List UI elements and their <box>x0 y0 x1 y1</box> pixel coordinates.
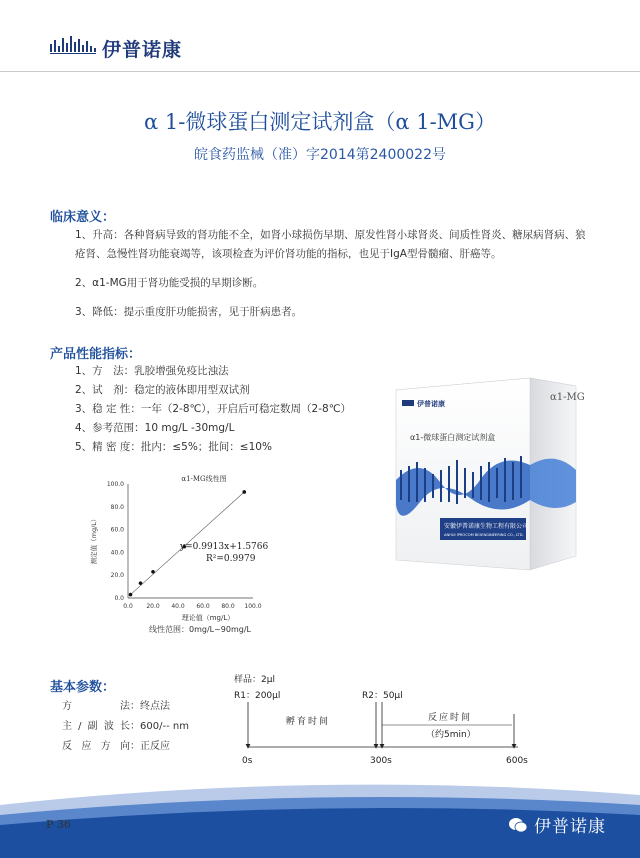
brand-name: 伊普诺康 <box>102 39 183 61</box>
chart-x-ticks <box>123 603 262 610</box>
box-logo-icon <box>402 400 414 406</box>
chart-point <box>129 593 133 597</box>
basic-section-title: 基本参数： <box>50 680 116 695</box>
performance-item: 5、精 密 度：批内：≤5%；批间：≤10% <box>75 441 272 453</box>
box-company-en: ANHUI IPROCOM BIOENGINEERING CO., LTD. <box>444 533 524 537</box>
chart-y-ticks <box>107 481 124 602</box>
time-0: 0s <box>242 756 253 766</box>
box-brand: 伊普诺康 <box>417 400 445 408</box>
chart-y-tick: 80.0 <box>110 503 124 511</box>
timeline-r2: R2：50μl <box>362 691 403 701</box>
chart-x-tick: 60.0 <box>196 603 210 610</box>
clinical-item: 1、升高：各种肾病导致的肾功能不全，如肾小球损伤早期、原发性肾小球肾炎、间质性肾炎、糖尿病肾病、狼疮肾、急慢性肾功能衰竭等，该项检查为评价肾功能的指标，也见于IgA型骨髓瘤、肝癌等。 <box>75 229 586 260</box>
header-divider <box>0 71 640 72</box>
chart-point <box>151 570 155 574</box>
chart-x-tick: 0.0 <box>123 603 133 610</box>
basic-params <box>62 697 189 757</box>
basic-row <box>62 737 189 757</box>
chart-y-label: 测定值（mg/L） <box>90 515 98 565</box>
box-product-name: α1-微球蛋白测定试剂盒 <box>410 433 496 442</box>
performance-list <box>75 362 375 457</box>
clinical-section-title: 临床意义： <box>50 210 116 225</box>
performance-item: 4、参考范围：10 mg/L -30mg/L <box>75 422 235 434</box>
reaction-timeline <box>228 668 558 778</box>
clinical-item: 2、α1-MG用于肾功能受损的早期诊断。 <box>75 277 264 289</box>
time-300: 300s <box>370 756 392 766</box>
performance-item: 3、稳 定 性：一年（2-8℃），开启后可稳定数周（2-8℃） <box>75 403 351 415</box>
chart-x-tick: 80.0 <box>221 603 235 610</box>
box-company: 安徽伊普诺康生物工程有限公司 <box>444 523 529 530</box>
wechat-icon <box>508 816 528 834</box>
chart-y-tick: 100.0 <box>106 481 124 488</box>
chart-point <box>139 581 143 585</box>
chart-r2: R²=0.9979 <box>206 554 256 564</box>
page-title: α 1-微球蛋白测定试剂盒（α 1-MG） <box>144 110 496 134</box>
basic-key: 方法 <box>62 701 130 712</box>
time-600: 600s <box>506 756 528 766</box>
chart-x-tick: 100.0 <box>244 603 262 610</box>
wechat-watermark <box>508 812 606 837</box>
basic-key: 主/副波长 <box>62 721 130 732</box>
basic-row <box>62 717 189 737</box>
incubation-label: 孵育时间 <box>286 717 331 727</box>
timeline-sample: 样品：2μl <box>234 675 275 685</box>
reaction-note: （约5min） <box>426 730 476 740</box>
chart-caption: 线性范围：0mg/L~90mg/L <box>148 625 252 634</box>
reaction-label: 反应时间 <box>428 713 473 723</box>
wechat-name: 伊普诺康 <box>534 817 606 837</box>
chart-y-tick: 40.0 <box>110 549 124 557</box>
page-number: P 36 <box>46 818 71 831</box>
product-box-image <box>380 370 585 590</box>
basic-value: ：600/-- nm <box>130 721 189 732</box>
linearity-chart <box>88 470 278 640</box>
chart-y-tick: 60.0 <box>110 526 124 534</box>
chart-x-label: 理论值（mg/L） <box>181 614 235 622</box>
chart-x-tick: 40.0 <box>171 603 185 610</box>
page-header <box>0 0 640 72</box>
clinical-item: 3、降低：提示重度肝功能损害，见于肝病患者。 <box>75 306 303 318</box>
chart-title: α1-MG线性图 <box>181 475 227 483</box>
chart-y-tick: 0.0 <box>114 595 124 602</box>
chart-equation: y=0.9913x+1.5766 <box>180 542 269 552</box>
registration-number: 皖食药监械（准）字2014第2400022号 <box>194 147 446 163</box>
basic-value: ：终点法 <box>130 701 170 712</box>
performance-section-title: 产品性能指标： <box>50 347 142 362</box>
basic-row <box>62 697 189 717</box>
logo-icon <box>50 36 98 56</box>
chart-point <box>242 490 246 494</box>
clinical-list <box>75 226 595 332</box>
chart-x-tick: 20.0 <box>146 603 160 610</box>
basic-value: ：正反应 <box>130 741 170 752</box>
chart-y-tick: 20.0 <box>110 572 124 580</box>
performance-item: 1、方 法：乳胶增强免疫比浊法 <box>75 365 229 377</box>
basic-key: 反应方向 <box>62 741 130 752</box>
box-side-text: α1-MG <box>550 392 585 403</box>
performance-item: 2、试 剂：稳定的液体即用型双试剂 <box>75 384 250 396</box>
timeline-r1: R1：200μl <box>234 691 281 701</box>
